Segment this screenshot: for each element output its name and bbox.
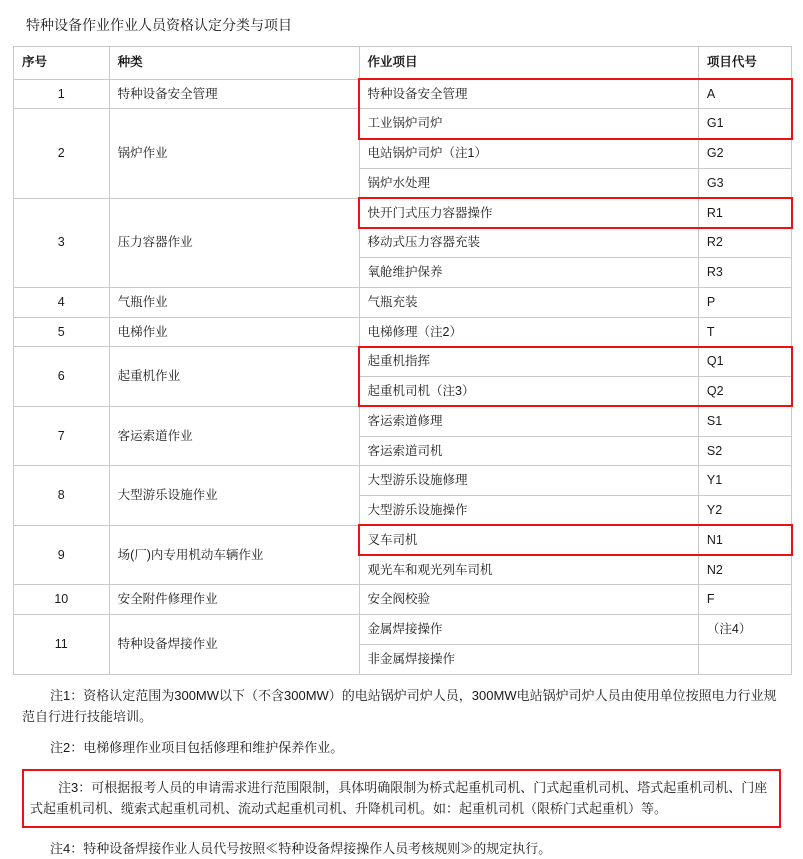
cell-index: 2 [14,109,110,198]
cell-item-code: N2 [698,555,791,585]
cell-work-item: 锅炉水处理 [359,168,698,198]
table-row [14,347,792,377]
cell-work-item: 观光车和观光列车司机 [359,555,698,585]
cell-category: 电梯作业 [109,317,359,347]
cell-category: 场(厂)内专用机动车辆作业 [109,525,359,585]
note-2: 注2：电梯修理作业项目包括修理和维护保养作业。 [50,740,344,756]
cell-category: 压力容器作业 [109,198,359,287]
column-header-index: 序号 [14,46,110,79]
cell-category: 特种设备焊接作业 [109,615,359,675]
table-row [14,109,792,139]
cell-work-item: 电梯修理（注2） [359,317,698,347]
column-header-item: 作业项目 [359,46,698,79]
cell-category: 安全附件修理作业 [109,585,359,615]
cell-index: 1 [14,79,110,109]
cell-work-item: 快开门式压力容器操作 [359,198,698,228]
cell-work-item: 金属焊接操作 [359,615,698,645]
cell-index: 8 [14,466,110,526]
cell-item-code: （注4） [698,615,791,645]
cell-item-code: R1 [698,198,791,228]
cell-work-item: 氧舱维护保养 [359,258,698,288]
cell-index: 4 [14,287,110,317]
table-row [14,317,792,347]
cell-work-item: 安全阀校验 [359,585,698,615]
table-row [14,466,792,496]
column-header-category: 种类 [109,46,359,79]
cell-item-code: P [698,287,791,317]
cell-category: 特种设备安全管理 [109,79,359,109]
cell-item-code: G1 [698,109,791,139]
cell-work-item: 叉车司机 [359,525,698,555]
cell-item-code: Q1 [698,347,791,377]
cell-work-item: 客运索道司机 [359,436,698,466]
table-row [14,198,792,228]
qualification-table [13,46,792,675]
cell-category: 大型游乐设施作业 [109,466,359,526]
cell-item-code: A [698,79,791,109]
cell-category: 锅炉作业 [109,109,359,198]
cell-item-code [698,644,791,674]
cell-item-code: S1 [698,406,791,436]
cell-item-code: S2 [698,436,791,466]
cell-work-item: 大型游乐设施修理 [359,466,698,496]
cell-work-item: 起重机司机（注3） [359,377,698,407]
cell-category: 起重机作业 [109,347,359,407]
cell-item-code: N1 [698,525,791,555]
cell-index: 3 [14,198,110,287]
table-row [14,585,792,615]
cell-work-item: 大型游乐设施操作 [359,496,698,526]
table-header-row [14,46,792,79]
cell-item-code: Q2 [698,377,791,407]
cell-work-item: 起重机指挥 [359,347,698,377]
cell-item-code: Y2 [698,496,791,526]
cell-work-item: 非金属焊接操作 [359,644,698,674]
cell-work-item: 客运索道修理 [359,406,698,436]
notes-section [12,685,791,859]
cell-work-item: 工业锅炉司炉 [359,109,698,139]
cell-work-item: 气瓶充装 [359,287,698,317]
cell-item-code: F [698,585,791,615]
table-row [14,287,792,317]
cell-work-item: 电站锅炉司炉（注1） [359,139,698,169]
cell-item-code: R2 [698,228,791,258]
page-title: 特种设备作业作业人员资格认定分类与项目 [26,17,292,33]
table-row [14,615,792,645]
cell-index: 10 [14,585,110,615]
cell-category: 客运索道作业 [109,406,359,466]
cell-category: 气瓶作业 [109,287,359,317]
note-4: 注4：特种设备焊接作业人员代号按照≪特种设备焊接操作人员考核规则≫的规定执行。 [50,840,552,856]
cell-index: 7 [14,406,110,466]
cell-work-item: 特种设备安全管理 [359,79,698,109]
cell-item-code: Y1 [698,466,791,496]
cell-index: 9 [14,525,110,585]
cell-item-code: G2 [698,139,791,169]
table-row [14,406,792,436]
cell-index: 5 [14,317,110,347]
table-row [14,79,792,109]
cell-index: 6 [14,347,110,407]
note-1: 注1：资格认定范围为300MW以下（不含300MW）的电站锅炉司炉人员，300MW电站锅炉司炉人员由使用单位按照电力行业规范自行进行技能培训。 [22,687,777,725]
cell-work-item: 移动式压力容器充装 [359,228,698,258]
note-3: 注3：可根据报考人员的申请需求进行范围限制，具体明确限制为桥式起重机司机、门式起重机司机、塔式起重机司机、门座式起重机司机、缆索式起重机司机、流动式起重机司机、升降机司机。如：起重机司机（限桥门式起重机）等。 [22,769,781,828]
table-row [14,525,792,555]
cell-index: 11 [14,615,110,675]
cell-item-code: R3 [698,258,791,288]
column-header-code: 项目代号 [698,46,791,79]
cell-item-code: T [698,317,791,347]
cell-item-code: G3 [698,168,791,198]
